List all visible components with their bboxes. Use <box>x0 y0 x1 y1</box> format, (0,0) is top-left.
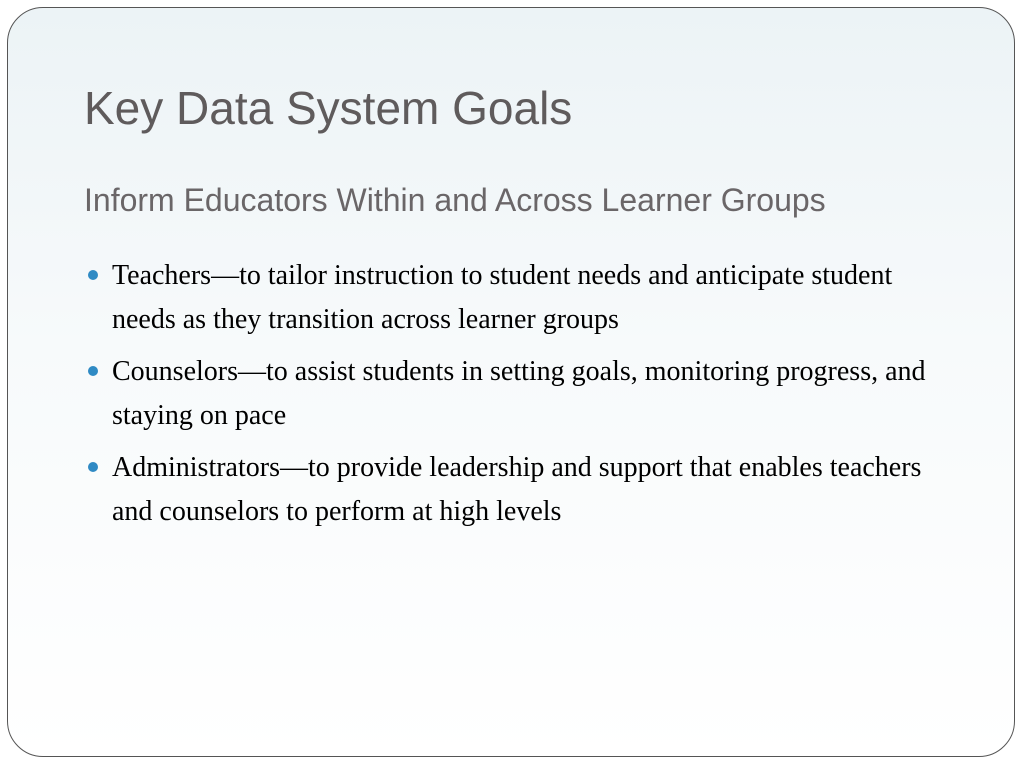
bullet-text: Counselors—to assist students in setting goals, monitoring progress, and staying on pace <box>112 356 926 431</box>
slide-subtitle: Inform Educators Within and Across Learner Groups <box>84 182 826 218</box>
slide-title: Key Data System Goals <box>84 82 573 134</box>
slide <box>7 7 1015 757</box>
bullet-item-counselors <box>112 350 932 438</box>
bullet-text: Administrators—to provide leadership and support that enables teachers and counselors to perform at high levels <box>112 452 922 527</box>
bullet-item-administrators <box>112 446 932 534</box>
bullet-item-teachers <box>112 254 932 342</box>
bullet-dot-icon <box>88 462 98 472</box>
bullet-dot-icon <box>88 270 98 280</box>
bullet-list <box>112 254 932 542</box>
bullet-text: Teachers—to tailor instruction to student needs and anticipate student needs as they transition across learner groups <box>112 260 893 335</box>
bullet-dot-icon <box>88 366 98 376</box>
